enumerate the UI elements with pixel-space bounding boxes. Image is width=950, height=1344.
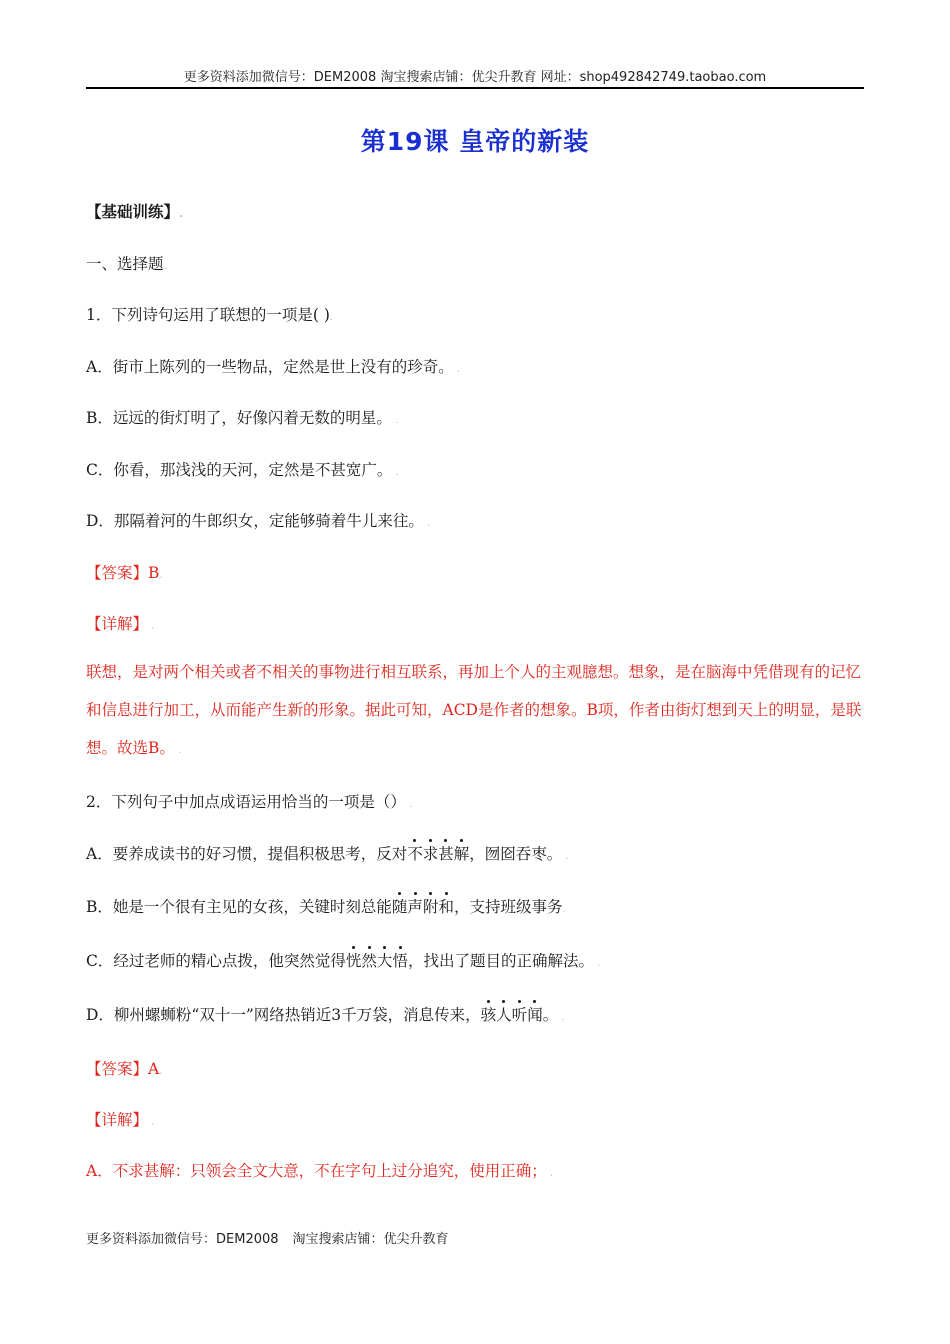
- dotted-idiom: [346, 952, 408, 970]
- section-heading: 【基础训练】.: [86, 203, 183, 221]
- question-2-answer: 【答案】A.: [86, 1060, 163, 1078]
- question-1-detail-label: 【详解】 .: [86, 615, 155, 633]
- emphasis-char: 和: [438, 898, 454, 916]
- emphasis-char: 人: [496, 1006, 512, 1024]
- dotted-idiom: [392, 898, 454, 916]
- question-2-option-a: A．要养成读书的好习惯，提倡积极思考，反对不求甚解，囫囵吞枣。 .: [86, 845, 569, 863]
- question-1-option-b: B．远远的街灯明了，好像闪着无数的明星。 .: [86, 409, 399, 427]
- question-2-option-b: B．她是一个很有主见的女孩，关键时刻总能随声附和，支持班级事务.: [86, 898, 566, 916]
- question-1-option-a: A．街市上陈列的一些物品，定然是世上没有的珍奇。 .: [86, 358, 461, 376]
- question-2-explanation-a: A．不求甚解：只领会全文大意，不在字句上过分追究，使用正确； .: [86, 1162, 554, 1180]
- emphasis-char: 大: [376, 952, 393, 970]
- emphasis-char: 甚: [438, 845, 454, 863]
- question-1-option-d: D．那隔着河的牛郎织女，定能够骑着牛儿来往。 .: [86, 512, 431, 530]
- dotted-idiom: [481, 1006, 543, 1024]
- emphasis-char: 解: [453, 845, 470, 863]
- question-1-stem: 1．下列诗句运用了联想的一项是( ).: [86, 306, 334, 324]
- emphasis-char: 不: [407, 845, 423, 863]
- emphasis-char: 恍: [345, 952, 362, 970]
- emphasis-char: 附: [422, 898, 439, 916]
- lesson-title: 第19课 皇帝的新装: [360, 127, 590, 156]
- footer-shop: 淘宝搜索店铺：优尖升教育: [292, 1232, 449, 1247]
- emphasis-char: 悟: [392, 952, 408, 970]
- question-2-detail-label: 【详解】 .: [86, 1111, 155, 1129]
- question-1-option-c: C．你看，那浅浅的天河，定然是不甚宽广。 .: [86, 461, 399, 479]
- emphasis-char: 闻: [527, 1006, 543, 1024]
- part-heading: 一、选择题.: [86, 255, 167, 273]
- emphasis-char: 听: [511, 1006, 528, 1024]
- question-2-option-c: C．经过老师的精心点拨，他突然觉得恍然大悟，找出了题目的正确解法。 .: [86, 952, 601, 970]
- emphasis-char: 然: [361, 952, 377, 970]
- question-1-answer: 【答案】B.: [86, 564, 163, 582]
- page-header: 更多资料添加微信号：DEM2008 淘宝搜索店铺：优尖升教育 网址：shop492842749.taobao.com: [183, 70, 767, 85]
- emphasis-char: 随: [391, 898, 408, 916]
- page-footer: [86, 1228, 449, 1247]
- header-rule: [86, 87, 864, 89]
- footer-wechat: 更多资料添加微信号：DEM2008: [86, 1232, 279, 1247]
- question-2-stem: 2．下列句子中加点成语运用恰当的一项是（） .: [86, 793, 413, 811]
- question-1-explanation: 联想，是对两个相关或者不相关的事物进行相互联系，再加上个人的主观臆想。想象，是在脑海中凭借现有的记忆和信息进行加工，从而能产生新的形象。据此可知，ACD是作者的想象。B项，作者由街灯想到天上的明显，是联想。故选B。 .: [86, 663, 862, 757]
- emphasis-char: 求: [422, 845, 439, 863]
- dotted-idiom: [407, 845, 469, 863]
- question-2-option-d: D．柳州螺蛳粉“双十一”网络热销近3千万袋，消息传来，骇人听闻。 .: [86, 1006, 565, 1024]
- emphasis-char: 骇: [480, 1006, 497, 1024]
- emphasis-char: 声: [407, 898, 423, 916]
